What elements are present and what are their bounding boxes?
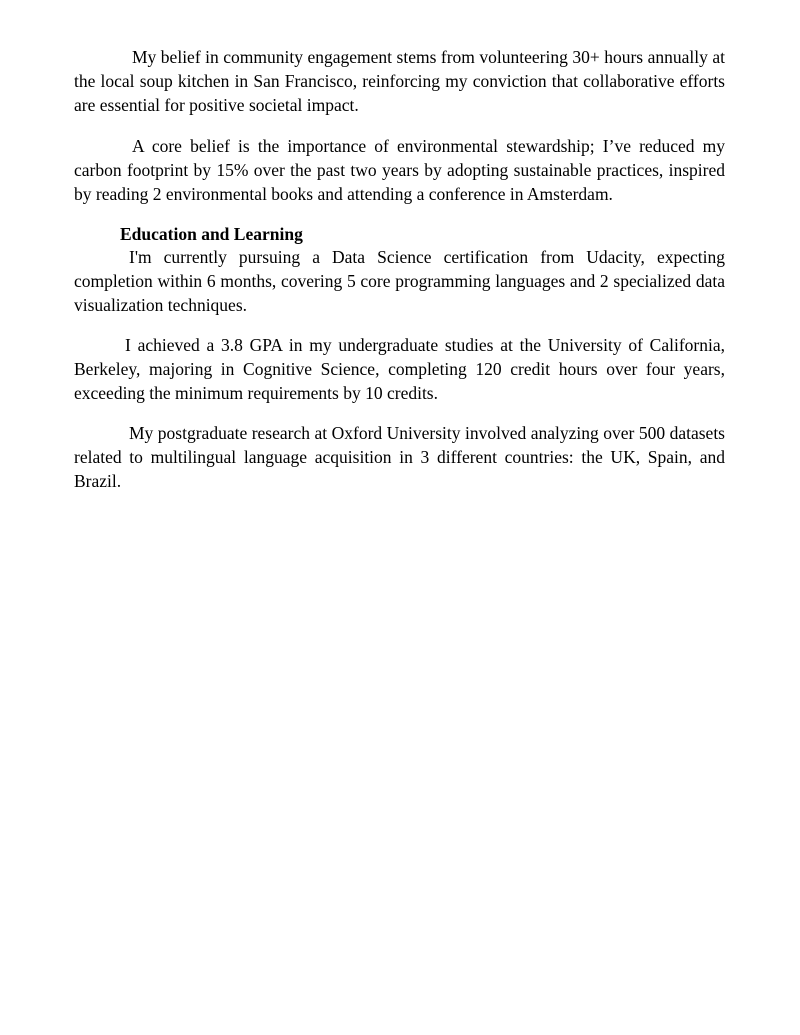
section-heading-education: Education and Learning (120, 224, 303, 244)
paragraph-undergraduate-gpa: I achieved a 3.8 GPA in my undergraduate studies at the University of California, Berkeley, majoring in Cognitive Science, completing 120 credit hours over four years, exceeding the minimum requirements by 10 credits. (74, 335, 725, 403)
document-body (74, 45, 725, 493)
paragraph-data-science-certification: I'm currently pursuing a Data Science certification from Udacity, expecting completion within 6 months, covering 5 core programming languages and 2 specialized data visualization techniques. (74, 247, 725, 315)
paragraph-postgraduate-research: My postgraduate research at Oxford University involved analyzing over 500 datasets related to multilingual language acquisition in 3 different countries: the UK, Spain, and Brazil. (74, 423, 725, 491)
paragraph-community-engagement: My belief in community engagement stems from volunteering 30+ hours annually at the local soup kitchen in San Francisco, reinforcing my conviction that collaborative efforts are essential for positive societal impact. (74, 47, 725, 115)
paragraph-environmental-stewardship: A core belief is the importance of environmental stewardship; I’ve reduced my carbon footprint by 15% over the past two years by adopting sustainable practices, inspired by reading 2 environmental books and attending a conference in Amsterdam. (74, 136, 725, 204)
